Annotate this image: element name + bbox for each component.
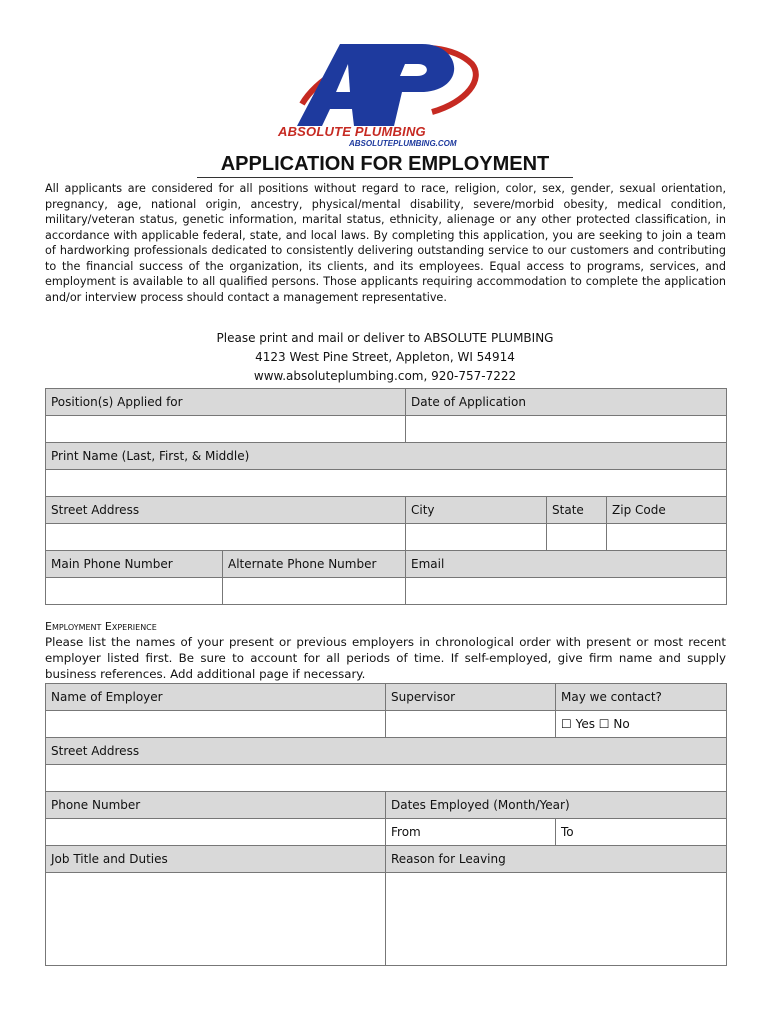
dates-employed-label: Dates Employed (Month/Year) <box>386 792 727 819</box>
employer-phone-field[interactable] <box>46 819 386 846</box>
contact-line-2: 4123 West Pine Street, Appleton, WI 54914 <box>255 350 515 364</box>
job-title-label: Job Title and Duties <box>46 846 386 873</box>
logo-url: ABSOLUTEPLUMBING.COM <box>349 139 457 148</box>
logo-company-name: ABSOLUTE PLUMBING <box>278 124 426 139</box>
contact-yes-option[interactable] <box>561 717 599 731</box>
print-name-field[interactable] <box>46 470 727 497</box>
title-underline <box>197 177 573 178</box>
street-address-label: Street Address <box>46 497 406 524</box>
date-of-application-label: Date of Application <box>406 389 727 416</box>
no-label: No <box>613 717 630 731</box>
employment-table <box>45 683 727 966</box>
contact-block <box>45 329 725 386</box>
zip-code-field[interactable] <box>607 524 727 551</box>
job-title-field[interactable] <box>46 873 386 966</box>
main-phone-field[interactable] <box>46 578 223 605</box>
zip-code-label: Zip Code <box>607 497 727 524</box>
employer-street-label: Street Address <box>46 738 727 765</box>
no-checkbox[interactable]: ☐ <box>598 717 610 731</box>
reason-for-leaving-field[interactable] <box>386 873 727 966</box>
reason-for-leaving-label: Reason for Leaving <box>386 846 727 873</box>
supervisor-field[interactable] <box>386 711 556 738</box>
from-label: From <box>391 825 421 839</box>
employment-section-title: Employment Experience <box>45 620 157 633</box>
employer-name-label: Name of Employer <box>46 684 386 711</box>
main-phone-label: Main Phone Number <box>46 551 223 578</box>
state-label: State <box>547 497 607 524</box>
yes-label: Yes <box>575 717 595 731</box>
applicant-info-table <box>45 388 727 605</box>
from-field[interactable] <box>386 819 556 846</box>
employer-name-field[interactable] <box>46 711 386 738</box>
print-name-label: Print Name (Last, First, & Middle) <box>46 443 727 470</box>
state-field[interactable] <box>547 524 607 551</box>
city-field[interactable] <box>406 524 547 551</box>
supervisor-label: Supervisor <box>386 684 556 711</box>
date-of-application-field[interactable] <box>406 416 727 443</box>
employer-street-field[interactable] <box>46 765 727 792</box>
contact-line-1: Please print and mail or deliver to ABSOLUTE PLUMBING <box>216 331 554 345</box>
street-address-field[interactable] <box>46 524 406 551</box>
may-contact-field <box>556 711 727 738</box>
to-field[interactable] <box>556 819 727 846</box>
alternate-phone-label: Alternate Phone Number <box>223 551 406 578</box>
may-contact-label: May we contact? <box>556 684 727 711</box>
position-label: Position(s) Applied for <box>46 389 406 416</box>
email-label: Email <box>406 551 727 578</box>
page-title: APPLICATION FOR EMPLOYMENT <box>220 153 550 175</box>
contact-no-option[interactable] <box>599 717 630 731</box>
yes-checkbox[interactable]: ☐ <box>561 717 572 731</box>
contact-line-3: www.absoluteplumbing.com, 920-757-7222 <box>253 369 517 383</box>
email-field[interactable] <box>406 578 727 605</box>
employment-section-description: Please list the names of your present or previous employers in chronological order with present or most recent employer listed first. Be sure to account for all periods of time. If self-employed, give firm name and supply business references. Add additional page if necessary. <box>45 635 726 681</box>
eeo-statement: All applicants are considered for all positions without regard to race, religion, color, sex, gender, sexual orientation, pregnancy, age, national origin, ancestry, physical/mental disability, severe/morbid obesity, medical condition, military/veteran status, genetic information, marital status, ethnicity, alienage or any other protected classification, in accordance with applicable federal, state, and local laws. By completing this application, you are seeking to join a team of hardworking professionals dedicated to consistently delivering outstanding service to our customers and contributing to the financial success of the organization, its clients, and its employees. Equal access to programs, services, and employment is available to all qualified persons. Those applicants requiring accommodation to complete the application and/or interview process should contact a management representative. <box>45 182 726 304</box>
to-label: To <box>561 825 574 839</box>
city-label: City <box>406 497 547 524</box>
employer-phone-label: Phone Number <box>46 792 386 819</box>
position-field[interactable] <box>46 416 406 443</box>
alternate-phone-field[interactable] <box>223 578 406 605</box>
